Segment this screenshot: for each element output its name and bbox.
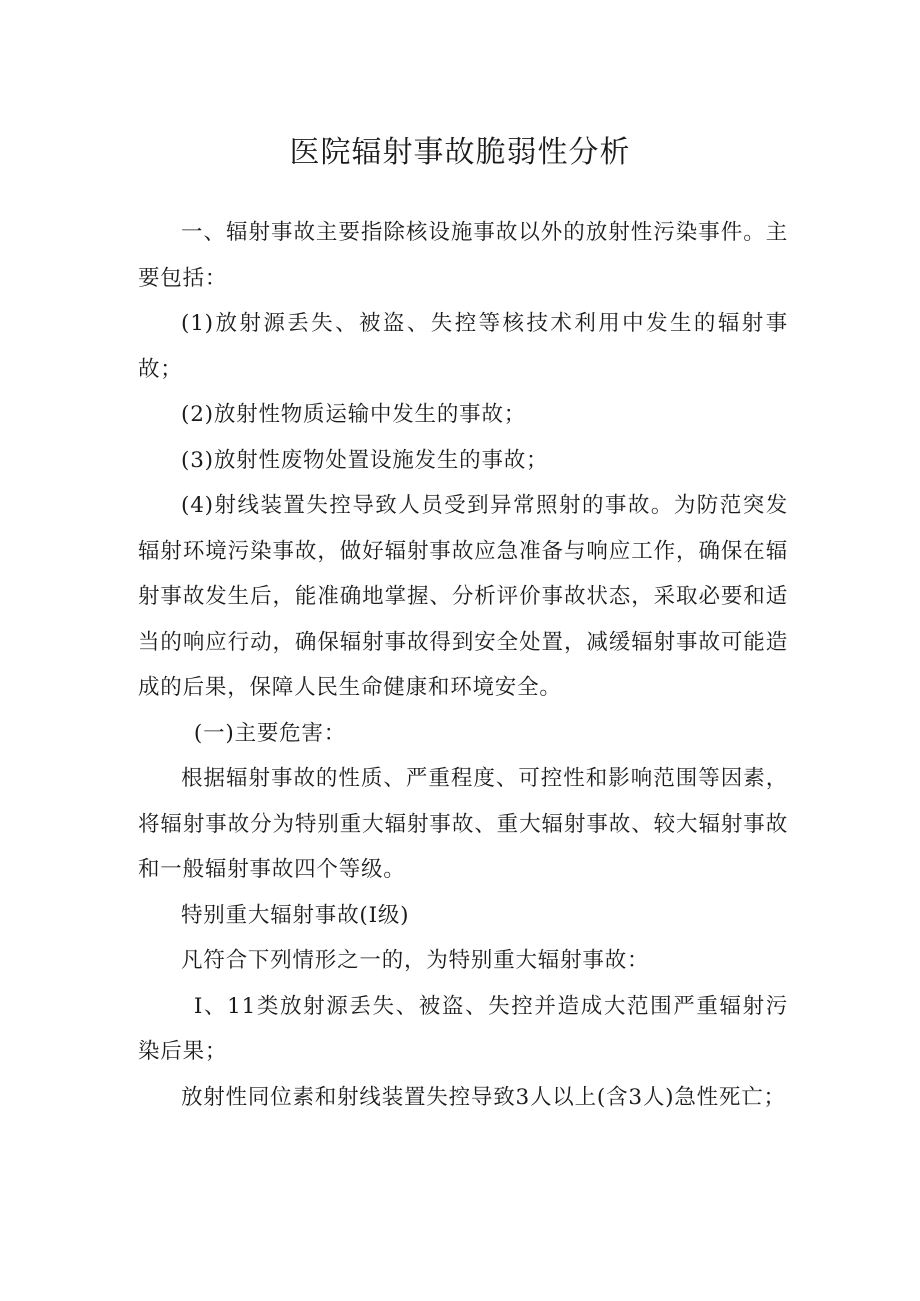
paragraph-item-4: (4)射线装置失控导致人员受到异常照射的事故。为防范突发辐射环境污染事故，做好辐射事故应急准备与响应工作，确保在辐射事故发生后，能准确地掌握、分析评价事故状态，采取必要和适当的响应行动，确保辐射事故得到安全处置，减缓辐射事故可能造成的后果，保障人民生命健康和环境安全。 bbox=[138, 493, 788, 700]
paragraph-criterion-2: 放射性同位素和射线装置失控导致3人以上(含3人)急性死亡； bbox=[181, 1084, 786, 1110]
document-title: 医院辐射事故脆弱性分析 bbox=[289, 135, 631, 170]
paragraph-level-criteria: 凡符合下列情形之一的，为特别重大辐射事故： bbox=[181, 948, 650, 973]
paragraph-classification: 根据辐射事故的性质、严重程度、可控性和影响范围等因素，将辐射事故分为特别重大辐射事故、重大辐射事故、较大辐射事故和一般辐射事故四个等级。 bbox=[138, 766, 788, 882]
paragraph-criterion-1: I、11类放射源丢失、被盗、失控并造成大范围严重辐射污染后果； bbox=[138, 993, 788, 1064]
section-heading-hazards: (一)主要危害： bbox=[193, 720, 347, 746]
paragraph-item-1: (1)放射源丢失、被盗、失控等核技术利用中发生的辐射事故； bbox=[138, 311, 788, 382]
paragraph-level-heading: 特别重大辐射事故(I级) bbox=[181, 902, 410, 928]
paragraph-item-3: (3)放射性废物处置设施发生的事故； bbox=[181, 447, 549, 473]
paragraph-item-2: (2)放射性物质运输中发生的事故； bbox=[181, 402, 527, 427]
document-body bbox=[138, 210, 788, 1120]
paragraph-intro: 一、辐射事故主要指除核设施事故以外的放射性污染事件。主要包括： bbox=[138, 220, 788, 291]
